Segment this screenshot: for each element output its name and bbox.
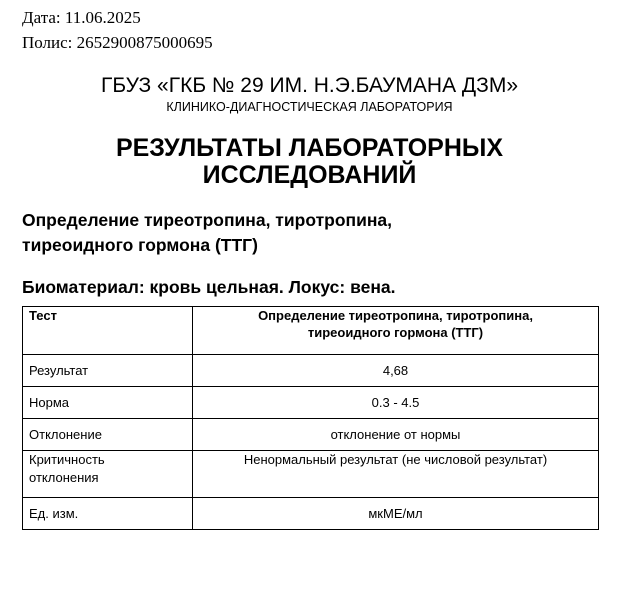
organization-name: ГБУЗ «ГКБ № 29 ИМ. Н.Э.БАУМАНА ДЗМ» xyxy=(100,74,519,97)
document-title-line-1: РЕЗУЛЬТАТЫ ЛАБОРАТОРНЫХ xyxy=(115,134,504,162)
table-row-norm xyxy=(23,387,599,419)
policy-line: Полис: 2652900875000695 xyxy=(22,33,213,52)
table-header-row xyxy=(23,307,599,355)
table-row-units xyxy=(23,498,599,530)
row-value: 0.3 - 4.5 xyxy=(193,387,599,419)
table-row-result xyxy=(23,355,599,387)
row-label xyxy=(23,451,193,498)
table-row-criticality xyxy=(23,451,599,498)
document-title-line-2: ИССЛЕДОВАНИЙ xyxy=(202,161,417,189)
test-name xyxy=(22,208,602,258)
row-label: Результат xyxy=(23,355,193,387)
test-name-line-1: Определение тиреотропина, тиротропина, xyxy=(22,210,393,230)
test-name-line-2: тиреоидного гормона (ТТГ) xyxy=(22,235,258,255)
row-label: Норма xyxy=(23,387,193,419)
row-label: Отклонение xyxy=(23,419,193,451)
row-value: 4,68 xyxy=(193,355,599,387)
row-value: мкМЕ/мл xyxy=(193,498,599,530)
row-value: отклонение от нормы xyxy=(193,419,599,451)
results-table xyxy=(22,306,599,530)
row-label-line-2: отклонения xyxy=(29,470,99,485)
header-value-line-1: Определение тиреотропина, тиротропина, xyxy=(258,308,533,323)
biomaterial-line: Биоматериал: кровь цельная. Локус: вена. xyxy=(22,277,396,297)
date-line: Дата: 11.06.2025 xyxy=(22,8,141,27)
header-value-cell xyxy=(193,307,599,355)
table-row-deviation xyxy=(23,419,599,451)
row-label: Ед. изм. xyxy=(23,498,193,530)
row-value: Ненормальный результат (не числовой результат) xyxy=(193,451,599,498)
header-label-cell: Тест xyxy=(23,307,193,355)
laboratory-name: КЛИНИКО-ДИАГНОСТИЧЕСКАЯ ЛАБОРАТОРИЯ xyxy=(166,100,453,114)
header-value-line-2: тиреоидного гормона (ТТГ) xyxy=(307,325,484,340)
row-label-line-1: Критичность xyxy=(29,452,105,467)
document-title xyxy=(0,135,619,189)
